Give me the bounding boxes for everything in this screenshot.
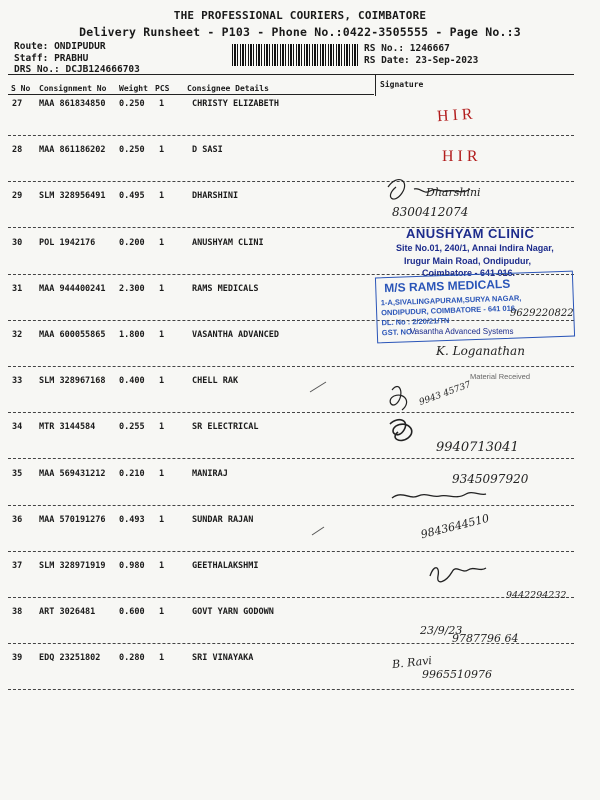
row-consignment-no: MAA 600055865 — [39, 330, 106, 340]
material-received-stamp: Material Received — [470, 372, 531, 381]
row-sno: 32 — [12, 330, 23, 340]
drs-label: DRS No.: — [14, 64, 60, 75]
row-consignee: DHARSHINI — [192, 191, 239, 201]
row-weight: 0.250 — [119, 145, 145, 155]
row-sno: 30 — [12, 238, 23, 248]
row-pcs: 1 — [159, 99, 165, 109]
sig-hir-27: H I R — [436, 105, 474, 126]
note-row33: 9943 45737 — [417, 379, 473, 409]
row-consignment-no: MAA 861834850 — [39, 99, 106, 109]
row-weight: 0.495 — [119, 191, 145, 201]
sig-row36-scribble — [392, 493, 486, 498]
medicals-stamp-addr2: ONDIPUDUR, COIMBATORE - 641 016. — [380, 303, 518, 318]
row-consignee: MANIRAJ — [192, 469, 228, 479]
phone-row29: 8300412074 — [392, 205, 469, 219]
row-weight: 0.250 — [119, 99, 145, 109]
row-weight: 0.493 — [119, 515, 145, 525]
row-weight: 0.600 — [119, 607, 145, 617]
row-pcs: 1 — [159, 653, 165, 663]
sig-hir-28: H I R — [442, 148, 478, 165]
row-sno: 33 — [12, 376, 23, 386]
row-weight: 0.280 — [119, 653, 145, 663]
row-sno: 31 — [12, 284, 23, 294]
phone-row34: 9940713041 — [436, 440, 519, 455]
medicals-stamp-gst: GST. NO : — [381, 327, 417, 338]
clinic-stamp-name: ANUSHYAM CLINIC — [406, 226, 535, 241]
row-sno: 28 — [12, 145, 23, 155]
row-consignment-no: ART 3026481 — [39, 607, 96, 617]
clinic-stamp-addr2: Irugur Main Road, Ondipudur, — [404, 256, 531, 266]
route-label: Route: — [14, 41, 49, 52]
row-consignment-no: SLM 328967168 — [39, 376, 106, 386]
sig-row34-scribble — [390, 420, 412, 441]
row-pcs: 1 — [159, 515, 165, 525]
row-sno: 39 — [12, 653, 23, 663]
row-consignment-no: SLM 328971919 — [39, 561, 106, 571]
row-consignment-no: POL 1942176 — [39, 238, 96, 248]
clinic-stamp — [370, 226, 594, 342]
col-header-consignee: Consignee Details — [187, 84, 269, 93]
row-consignment-no: SLM 328956491 — [39, 191, 106, 201]
runsheet-title: Delivery Runsheet - P103 - Phone No.:0422-3505555 - Page No.:3 — [79, 25, 521, 39]
row-consignee: SR ELECTRICAL — [192, 422, 259, 432]
row-consignee: D SASI — [192, 145, 223, 155]
sig-loganathan: K. Loganathan — [436, 344, 525, 358]
row-weight: 0.210 — [119, 469, 145, 479]
date-row38: 23/9/23 — [420, 624, 463, 637]
row-sno: 34 — [12, 422, 23, 432]
sig-row33-scribble — [390, 387, 406, 410]
stray-mark-2 — [312, 527, 324, 535]
row-pcs: 1 — [159, 284, 165, 294]
rs-number: RS No.: 1246667 — [364, 43, 450, 54]
row-consignee: GEETHALAKSHMI — [192, 561, 259, 571]
sig-row37-scribble — [430, 568, 486, 582]
row-sno: 38 — [12, 607, 23, 617]
col-header-consignment: Consignment No — [39, 84, 107, 93]
row-consignment-no: MAA 944400241 — [39, 284, 106, 294]
drs-value: DCJB124666703 — [65, 64, 140, 75]
row-pcs: 1 — [159, 330, 165, 340]
col-header-pcs: PCS — [155, 84, 170, 93]
phone-row37: 9442294232 — [506, 590, 567, 601]
phone-row35: 9345097920 — [452, 472, 529, 486]
medicals-stamp-dl: DL. No : 2/20/21/TN — [381, 315, 450, 328]
col-header-sno: S No — [11, 84, 31, 93]
row-weight: 2.300 — [119, 284, 145, 294]
row-weight: 0.980 — [119, 561, 145, 571]
row-sno: 36 — [12, 515, 23, 525]
stray-mark — [310, 382, 326, 392]
row-weight: 0.400 — [119, 376, 145, 386]
staff-value: PRABHU — [54, 53, 89, 64]
row-consignee: GOVT YARN GODOWN — [192, 607, 274, 617]
row-consignee: CHELL RAK — [192, 376, 239, 386]
row-consignee: ANUSHYAM CLINI — [192, 238, 264, 248]
row-consignment-no: MAA 861186202 — [39, 145, 106, 155]
row-consignee: CHRISTY ELIZABETH — [192, 99, 279, 109]
row-consignee: SRI VINAYAKA — [192, 653, 254, 663]
row-weight: 0.200 — [119, 238, 145, 248]
row-pcs: 1 — [159, 376, 165, 386]
row-consignment-no: MAA 569431212 — [39, 469, 106, 479]
row-consignee: SUNDAR RAJAN — [192, 515, 254, 525]
row-sno: 37 — [12, 561, 23, 571]
row-pcs: 1 — [159, 238, 165, 248]
sig-dharshini: Dharshini — [426, 186, 481, 199]
row-consignment-no: MAA 570191276 — [39, 515, 106, 525]
route-value: ONDIPUDUR — [54, 41, 106, 52]
row-consignee: VASANTHA ADVANCED — [192, 330, 279, 340]
row-pcs: 1 — [159, 561, 165, 571]
row-pcs: 1 — [159, 422, 165, 432]
medicals-stamp-name: M/S RAMS MEDICALS — [384, 276, 511, 296]
medicals-stamp-addr1: 1-A,SIVALINGAPURAM,SURYA NAGAR, — [380, 293, 522, 308]
row-consignment-no: EDQ 23251802 — [39, 653, 101, 663]
staff-label: Staff: — [14, 53, 49, 64]
rs-date: RS Date: 23-Sep-2023 — [364, 55, 479, 66]
row-pcs: 1 — [159, 191, 165, 201]
clinic-stamp-addr1: Site No.01, 240/1, Annai Indira Nagar, — [396, 243, 554, 253]
phone-row36: 9843644510 — [419, 511, 491, 542]
col-header-signature: Signature — [380, 80, 424, 89]
clinic-stamp-addr3: Coimbatore - 641 016. — [422, 268, 516, 278]
row-consignment-no: MTR 3144584 — [39, 422, 96, 432]
sig-row39: B. Ravi — [391, 653, 433, 672]
vasantha-stamp: Vasantha Advanced Systems — [410, 327, 514, 336]
col-header-weight: Weight — [119, 84, 148, 93]
row-sno: 35 — [12, 469, 23, 479]
phone-row39: 9965510976 — [422, 668, 492, 681]
row-consignee: RAMS MEDICALS — [192, 284, 259, 294]
row-sno: 27 — [12, 99, 23, 109]
row-weight: 1.800 — [119, 330, 145, 340]
row-sno: 29 — [12, 191, 23, 201]
row-weight: 0.255 — [119, 422, 145, 432]
phone-row31: 9629220822 — [510, 308, 574, 319]
row-pcs: 1 — [159, 607, 165, 617]
row-pcs: 1 — [159, 145, 165, 155]
row-pcs: 1 — [159, 469, 165, 479]
company-title: THE PROFESSIONAL COURIERS, COIMBATORE — [173, 9, 427, 22]
phone-row38: 9787796 64 — [452, 632, 519, 645]
